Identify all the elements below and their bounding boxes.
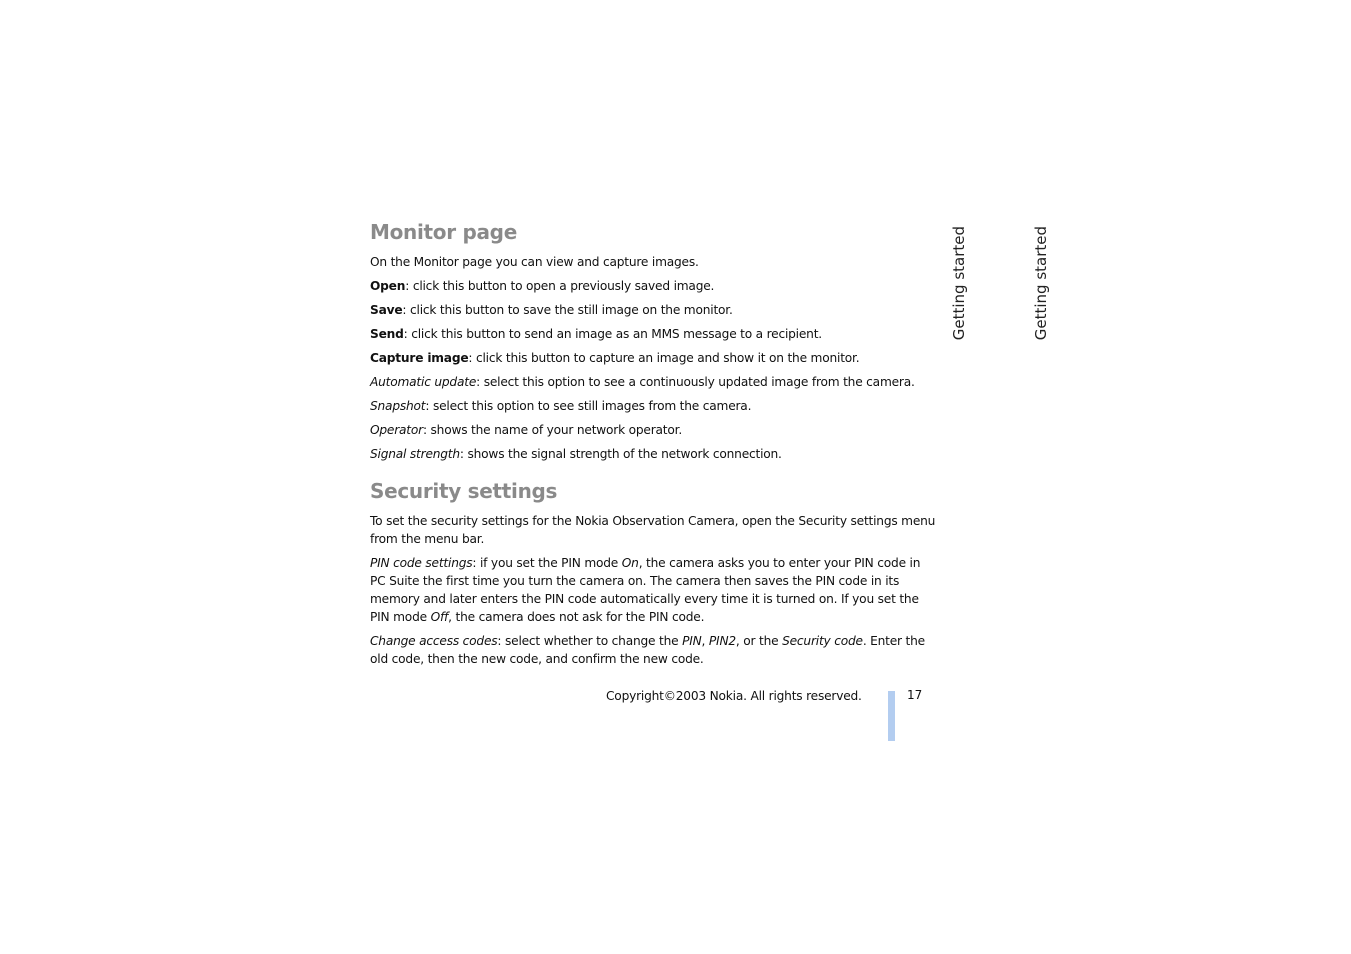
copyright-footer: Copyright©2003 Nokia. All rights reserved. [606,689,862,703]
security-settings-heading: Security settings [370,479,558,503]
security-change-access-codes [370,632,937,668]
term: Open [370,279,406,293]
term: Snapshot [370,399,426,413]
monitor-item-send [370,325,937,343]
text: : select whether to change the [497,634,683,648]
mode-off: Off [430,610,449,624]
desc: : click this button to save the still image on the monitor. [402,303,733,317]
side-tab-getting-started-2: Getting started [1032,226,1050,341]
mode-on: On [621,556,639,570]
desc: : shows the signal strength of the network connection. [459,447,782,461]
monitor-intro: On the Monitor page you can view and capture images. [370,255,699,269]
security-pin-code-settings [370,554,937,626]
term: Capture image [370,351,469,365]
monitor-item-automatic-update [370,373,937,391]
side-tab-getting-started: Getting started [950,226,968,341]
term: Change access codes [370,634,498,648]
text: , the camera does not ask for the PIN code. [448,610,705,624]
text: , [701,634,709,648]
term: PIN code settings [370,556,473,570]
desc: : click this button to send an image as an MMS message to a recipient. [403,327,822,341]
desc: : shows the name of your network operator. [422,423,683,437]
page-accent-bar [888,691,895,741]
text: , or the [735,634,783,648]
text: . Enter the old code, then the new code, and confirm the new code. [370,634,925,666]
pin2-term: PIN2 [708,634,736,648]
desc: : click this button to capture an image and show it on the monitor. [468,351,860,365]
term: Operator [370,423,423,437]
monitor-item-capture-image [370,349,937,367]
term: Save [370,303,403,317]
desc: : select this option to see still images from the camera. [425,399,752,413]
desc: : select this option to see a continuously updated image from the camera. [476,375,915,389]
term: Send [370,327,404,341]
monitor-item-save [370,301,937,319]
text: , the camera asks you to enter your PIN code in PC Suite the first time you turn the camera on. The camera then saves the PIN code in its memory and later enters the PIN code automatically every time it is turned on. If you set the PIN mode [370,556,921,624]
monitor-item-open [370,277,937,295]
desc: : click this button to open a previously saved image. [405,279,715,293]
pin-term: PIN [682,634,702,648]
text: : if you set the PIN mode [472,556,622,570]
page-number: 17 [907,688,923,702]
monitor-item-snapshot [370,397,937,415]
term: Automatic update [370,375,477,389]
security-code-term: Security code [782,634,863,648]
term: Signal strength [370,447,460,461]
page-content [370,220,937,674]
monitor-item-operator [370,421,937,439]
monitor-item-signal-strength [370,445,937,463]
monitor-page-heading: Monitor page [370,220,517,244]
security-intro: To set the security settings for the Nokia Observation Camera, open the Security settings menu from the menu bar. [370,514,936,546]
